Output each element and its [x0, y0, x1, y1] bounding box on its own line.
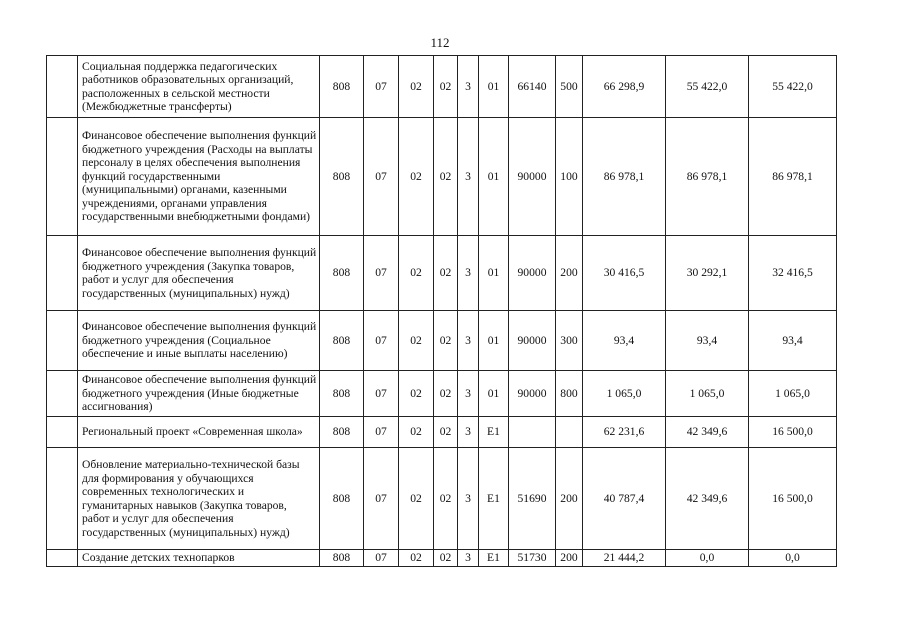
subprogram-code: 3: [458, 56, 479, 118]
direction-code: 90000: [509, 311, 556, 371]
amount-1: 62 231,6: [583, 417, 666, 448]
program-code: 02: [434, 118, 458, 236]
row-name: Создание детских технопарков: [78, 550, 320, 567]
row-name: Обновление материально-технической базы для формирования у обучающихся современных технологических и гуманитарных навыков (Закупка товаров, работ и услуг для обеспечения государственных (муниципальных) нужд): [78, 448, 320, 550]
ministry-code: 808: [320, 311, 364, 371]
amount-2: 93,4: [666, 311, 749, 371]
table-row: [47, 118, 837, 236]
event-code: 01: [479, 371, 509, 417]
expense-type-code: 200: [556, 550, 583, 567]
amount-1: 21 444,2: [583, 550, 666, 567]
table-row: [47, 236, 837, 311]
amount-1: 40 787,4: [583, 448, 666, 550]
blank-cell: [47, 56, 78, 118]
section-code: 07: [364, 56, 399, 118]
section-code: 07: [364, 371, 399, 417]
subsection-code: 02: [399, 56, 434, 118]
table-row: [47, 56, 837, 118]
ministry-code: 808: [320, 371, 364, 417]
subprogram-code: 3: [458, 371, 479, 417]
blank-cell: [47, 311, 78, 371]
ministry-code: 808: [320, 448, 364, 550]
table-row: [47, 311, 837, 371]
subprogram-code: 3: [458, 550, 479, 567]
event-code: E1: [479, 417, 509, 448]
program-code: 02: [434, 417, 458, 448]
subsection-code: 02: [399, 311, 434, 371]
direction-code: 90000: [509, 371, 556, 417]
amount-3: 0,0: [749, 550, 837, 567]
amount-2: 1 065,0: [666, 371, 749, 417]
row-name: Социальная поддержка педагогических работников образовательных организаций, расположенных в сельской местности (Межбюджетные трансферты): [78, 56, 320, 118]
event-code: 01: [479, 311, 509, 371]
amount-1: 66 298,9: [583, 56, 666, 118]
ministry-code: 808: [320, 550, 364, 567]
direction-code: 51690: [509, 448, 556, 550]
amount-3: 1 065,0: [749, 371, 837, 417]
subprogram-code: 3: [458, 118, 479, 236]
blank-cell: [47, 550, 78, 567]
program-code: 02: [434, 311, 458, 371]
amount-1: 86 978,1: [583, 118, 666, 236]
amount-2: 86 978,1: [666, 118, 749, 236]
table-row: [47, 417, 837, 448]
ministry-code: 808: [320, 417, 364, 448]
subsection-code: 02: [399, 448, 434, 550]
table-row: [47, 448, 837, 550]
subprogram-code: 3: [458, 311, 479, 371]
event-code: 01: [479, 236, 509, 311]
expense-type-code: 800: [556, 371, 583, 417]
amount-2: 30 292,1: [666, 236, 749, 311]
event-code: 01: [479, 56, 509, 118]
amount-2: 42 349,6: [666, 448, 749, 550]
blank-cell: [47, 448, 78, 550]
section-code: 07: [364, 118, 399, 236]
expense-type-code: 200: [556, 448, 583, 550]
subprogram-code: 3: [458, 417, 479, 448]
expense-type-code: 500: [556, 56, 583, 118]
program-code: 02: [434, 448, 458, 550]
amount-1: 1 065,0: [583, 371, 666, 417]
subsection-code: 02: [399, 550, 434, 567]
expense-type-code: [556, 417, 583, 448]
amount-1: 30 416,5: [583, 236, 666, 311]
amount-2: 0,0: [666, 550, 749, 567]
section-code: 07: [364, 417, 399, 448]
amount-3: 32 416,5: [749, 236, 837, 311]
row-name: Финансовое обеспечение выполнения функций бюджетного учреждения (Закупка товаров, работ и услуг для обеспечения государственных (муниципальных) нужд): [78, 236, 320, 311]
event-code: E1: [479, 550, 509, 567]
subprogram-code: 3: [458, 448, 479, 550]
subprogram-code: 3: [458, 236, 479, 311]
row-name: Финансовое обеспечение выполнения функций бюджетного учреждения (Расходы на выплаты персоналу в целях обеспечения выполнения функций государственными (муниципальными) органами, казенными учреждениями, органами управления государственными внебюджетными фондами): [78, 118, 320, 236]
ministry-code: 808: [320, 56, 364, 118]
row-name: Финансовое обеспечение выполнения функций бюджетного учреждения (Иные бюджетные ассигнования): [78, 371, 320, 417]
program-code: 02: [434, 371, 458, 417]
subsection-code: 02: [399, 417, 434, 448]
amount-3: 16 500,0: [749, 417, 837, 448]
blank-cell: [47, 417, 78, 448]
direction-code: [509, 417, 556, 448]
amount-3: 93,4: [749, 311, 837, 371]
direction-code: 90000: [509, 118, 556, 236]
program-code: 02: [434, 550, 458, 567]
direction-code: 90000: [509, 236, 556, 311]
ministry-code: 808: [320, 118, 364, 236]
table-row: [47, 371, 837, 417]
amount-3: 86 978,1: [749, 118, 837, 236]
budget-table: [46, 55, 837, 567]
ministry-code: 808: [320, 236, 364, 311]
expense-type-code: 300: [556, 311, 583, 371]
direction-code: 51730: [509, 550, 556, 567]
blank-cell: [47, 236, 78, 311]
subsection-code: 02: [399, 236, 434, 311]
amount-3: 55 422,0: [749, 56, 837, 118]
amount-2: 42 349,6: [666, 417, 749, 448]
section-code: 07: [364, 550, 399, 567]
program-code: 02: [434, 56, 458, 118]
subsection-code: 02: [399, 371, 434, 417]
section-code: 07: [364, 236, 399, 311]
expense-type-code: 100: [556, 118, 583, 236]
row-name: Финансовое обеспечение выполнения функций бюджетного учреждения (Социальное обеспечение и иные выплаты населению): [78, 311, 320, 371]
expense-type-code: 200: [556, 236, 583, 311]
program-code: 02: [434, 236, 458, 311]
section-code: 07: [364, 311, 399, 371]
page-number: 112: [430, 35, 450, 50]
amount-2: 55 422,0: [666, 56, 749, 118]
subsection-code: 02: [399, 118, 434, 236]
blank-cell: [47, 118, 78, 236]
amount-1: 93,4: [583, 311, 666, 371]
section-code: 07: [364, 448, 399, 550]
blank-cell: [47, 371, 78, 417]
direction-code: 66140: [509, 56, 556, 118]
row-name: Региональный проект «Современная школа»: [78, 417, 320, 448]
table-row: [47, 550, 837, 567]
amount-3: 16 500,0: [749, 448, 837, 550]
event-code: 01: [479, 118, 509, 236]
event-code: E1: [479, 448, 509, 550]
